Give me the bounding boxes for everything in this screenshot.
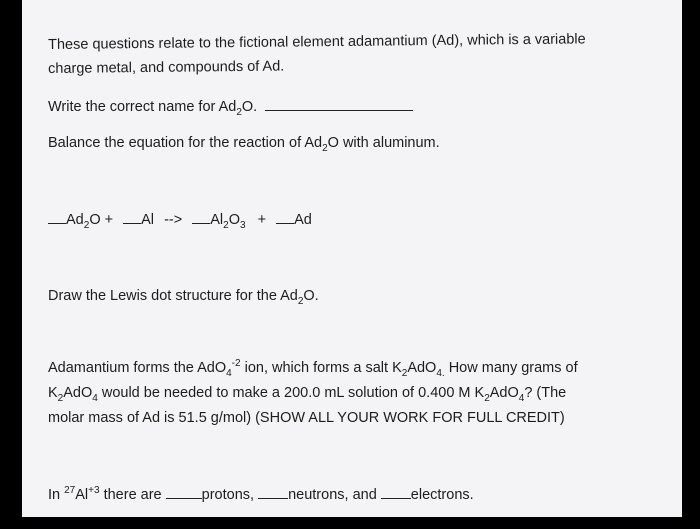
question-isotope: In $^{27}Al^{+3}$ there are protons, neutrons, and electrons. (48, 485, 474, 503)
worksheet-page (22, 0, 682, 517)
protons-blank[interactable] (166, 486, 202, 499)
question-grams-line-2: $K_2AdO_4$ would be needed to make a 200.0 mL solution of 0.400 M $K_2AdO_4$? (The (48, 385, 567, 404)
coefficient-blank-2[interactable] (123, 211, 141, 224)
question-lewis-structure: Draw the Lewis dot structure for the $Ad_2O$. (48, 288, 319, 307)
intro-line-1: These questions relate to the fictional element adamantium (Ad), which is a variable (48, 31, 586, 53)
coefficient-blank-3[interactable] (192, 211, 210, 224)
electrons-blank[interactable] (381, 486, 411, 499)
neutrons-blank[interactable] (258, 486, 288, 499)
answer-blank-name[interactable] (265, 98, 413, 111)
question-name-compound: Write the correct name for $Ad_2O$. (48, 98, 413, 116)
question-balance-equation: Balance the equation for the reaction of $Ad_2O$ with aluminum. (48, 135, 440, 154)
equation: $Ad_2O + Al$ --> $Al_2O_3 + Ad$ (48, 211, 312, 229)
coefficient-blank-4[interactable] (276, 211, 294, 224)
coefficient-blank-1[interactable] (48, 211, 66, 224)
intro-line-2: charge metal, and compounds of Ad. (48, 58, 285, 77)
question-grams-line-3: molar mass of Ad is 51.5 g/mol) (SHOW ALL YOUR WORK FOR FULL CREDIT) (48, 410, 565, 426)
question-grams-line-1: Adamantium forms the AdO$_4^{-2}$ ion, which forms a salt $K_2AdO_{4.}$ How many grams of (48, 358, 578, 379)
